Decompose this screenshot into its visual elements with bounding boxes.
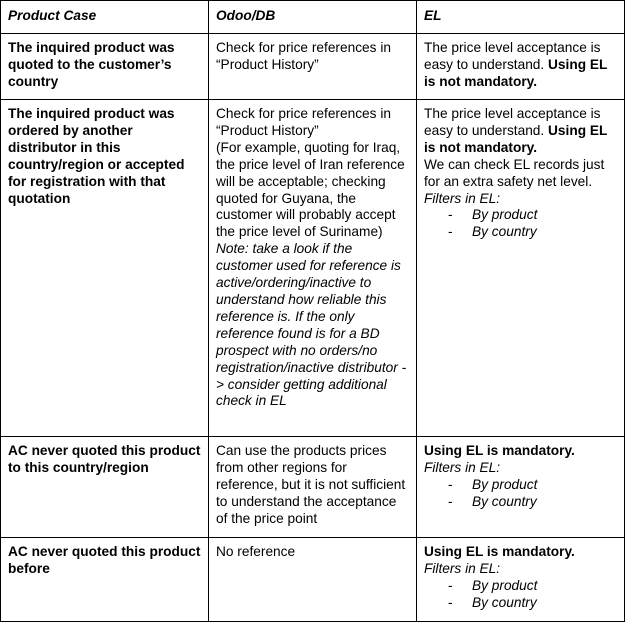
el-requirement: Using EL is not mandatory. (424, 122, 608, 155)
filters-label: Filters in EL: (424, 560, 501, 576)
odoo-cell: No reference (209, 538, 417, 622)
odoo-cell: Check for price references in “Product History” (209, 34, 417, 100)
header-el: EL (417, 1, 625, 34)
table-row (1, 100, 625, 437)
list-item: - By country (424, 595, 617, 612)
case-cell: The inquired product was quoted to the customer’s country (1, 34, 209, 100)
table-row (1, 538, 625, 622)
filters-list (424, 477, 617, 511)
odoo-cell: Can use the products prices from other regions for reference, but it is not sufficient to understand the acceptance of the price point (209, 437, 417, 538)
el-extra: We can check EL records just for an extra safety net level. (424, 156, 605, 189)
odoo-note: Note: take a look if the customer used for reference is active/ordering/inactive to understand how reliable this reference is. If the only reference found is for a BD prospect with no orders/no registration/inactive distributor -> consider getting additional check in EL (216, 241, 407, 409)
list-item: - By product (424, 207, 617, 224)
header-row (1, 1, 625, 34)
list-item: - By country (424, 494, 617, 511)
el-requirement: Using EL is not mandatory. (424, 56, 608, 89)
el-cell (417, 538, 625, 622)
filters-label: Filters in EL: (424, 190, 501, 206)
odoo-example: (For example, quoting for Iraq, the price level of Iran reference will be acceptable; checking quoted for Guyana, the customer will probably accept the price level of Suriname) (216, 139, 405, 240)
list-item: - By product (424, 477, 617, 494)
case-cell: AC never quoted this product before (1, 538, 209, 622)
el-cell (417, 34, 625, 100)
header-product-case: Product Case (1, 1, 209, 34)
el-requirement: Using EL is mandatory. (424, 443, 575, 458)
list-item: - By product (424, 578, 617, 595)
el-cell (417, 437, 625, 538)
filters-list (424, 207, 617, 241)
el-cell (417, 100, 625, 437)
list-item: - By country (424, 224, 617, 241)
filters-label: Filters in EL: (424, 459, 501, 475)
odoo-cell (209, 100, 417, 437)
odoo-text: Check for price references in “Product History” (216, 106, 391, 138)
filters-list (424, 578, 617, 612)
table-row (1, 34, 625, 100)
el-text: The price level acceptance is easy to understand. (424, 106, 601, 138)
case-cell: The inquired product was ordered by another distributor in this country/region or accepted for registration with that quotation (1, 100, 209, 437)
el-text: The price level acceptance is easy to understand. (424, 40, 601, 72)
el-requirement: Using EL is mandatory. (424, 544, 575, 559)
case-cell: AC never quoted this product to this country/region (1, 437, 209, 538)
header-odoo-db: Odoo/DB (209, 1, 417, 34)
el-paragraph (424, 106, 617, 157)
table-row (1, 437, 625, 538)
